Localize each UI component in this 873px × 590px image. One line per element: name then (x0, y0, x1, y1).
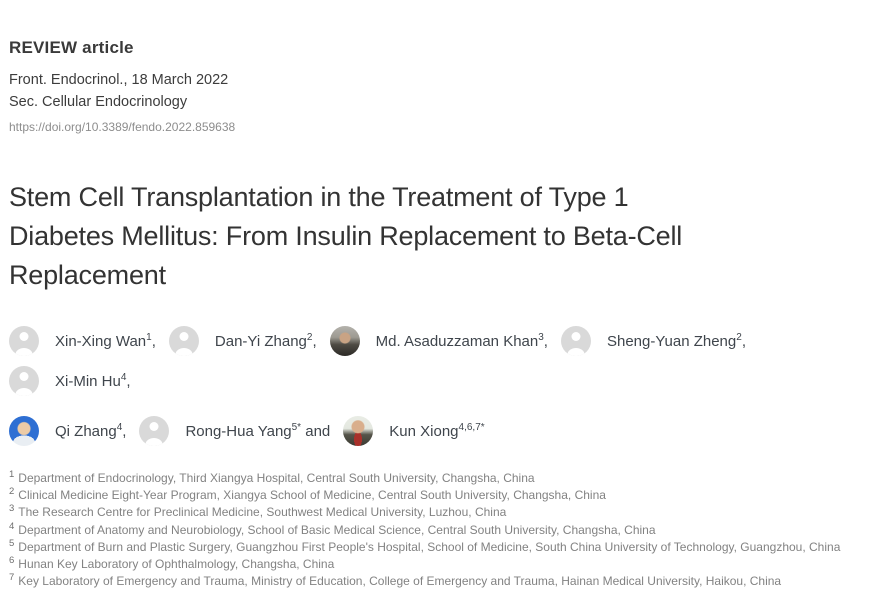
author-qi-zhang[interactable] (9, 416, 126, 446)
author-kun-xiong[interactable] (343, 416, 484, 446)
author-name: Xi-Min Hu$^4$, (55, 371, 131, 390)
article-title (9, 178, 863, 295)
journal-citation: Front. Endocrinol., 18 March 2022 (9, 72, 229, 88)
author-avatar-photo (343, 416, 373, 446)
author-name: Md. Asaduzzaman Khan$^3$, (375, 331, 548, 350)
author-name: Qi Zhang$^4$, (55, 421, 127, 440)
title-line: Stem Cell Transplantation in the Treatment of Type 1 (9, 182, 629, 212)
author-avatar-placeholder-icon (9, 366, 39, 396)
title-line: Replacement (9, 260, 166, 290)
affiliation-6: $^6$ Hunan Key Laboratory of Ophthalmology, Changsha, China (9, 555, 335, 572)
affiliation-3: $^3$ The Research Centre for Preclinical Medicine, Southwest Medical University, Luzhou, China (9, 503, 507, 520)
author-avatar-placeholder-icon (139, 416, 169, 446)
author-avatar-placeholder-icon (169, 326, 199, 356)
doi-link[interactable]: https://doi.org/10.3389/fendo.2022.859638 (9, 120, 236, 134)
author-list (9, 326, 863, 446)
affiliation-5: $^5$ Department of Burn and Plastic Surgery, Guangzhou First People's Hospital, School of Medicine, South China University of Technology, Guangzhou, China (9, 537, 841, 554)
author-md-asaduzzaman-khan[interactable] (330, 326, 548, 356)
author-name: Kun Xiong$^{4,6,7*}$ (389, 421, 485, 440)
author-avatar-photo (9, 416, 39, 446)
author-name: Xin-Xing Wan$^1$, (55, 331, 156, 350)
author-dan-yi-zhang[interactable] (169, 326, 317, 356)
article-type-label: REVIEW article (9, 38, 134, 57)
author-avatar-placeholder-icon (561, 326, 591, 356)
author-sheng-yuan-zheng[interactable] (561, 326, 746, 356)
affiliation-7: $^7$ Key Laboratory of Emergency and Trauma, Ministry of Education, College of Emergency and Trauma, Hainan Medical University, Haikou, China (9, 572, 782, 589)
author-name: Rong-Hua Yang$^{5*}$ and (185, 421, 331, 440)
title-line: Diabetes Mellitus: From Insulin Replacement to Beta-Cell (9, 221, 683, 251)
author-name: Dan-Yi Zhang$^2$, (214, 331, 317, 350)
author-name: Sheng-Yuan Zheng$^2$, (606, 331, 746, 350)
author-avatar-photo (330, 326, 360, 356)
author-rong-hua-yang[interactable] (139, 416, 330, 446)
affiliation-1: $^1$ Department of Endocrinology, Third Xiangya Hospital, Central South University, Changsha, China (9, 469, 535, 485)
affiliation-list (9, 470, 863, 590)
article-header (9, 38, 863, 136)
affiliation-2: $^2$ Clinical Medicine Eight-Year Program, Xiangya School of Medicine, Central South University, Changsha, China (9, 486, 606, 503)
author-xi-min-hu[interactable] (9, 366, 131, 396)
author-avatar-placeholder-icon (9, 326, 39, 356)
affiliation-4: $^4$ Department of Anatomy and Neurobiology, School of Basic Medical Science, Central South University, Changsha, China (9, 520, 656, 537)
author-xin-xing-wan[interactable] (9, 326, 156, 356)
journal-section: Sec. Cellular Endocrinology (9, 94, 188, 110)
